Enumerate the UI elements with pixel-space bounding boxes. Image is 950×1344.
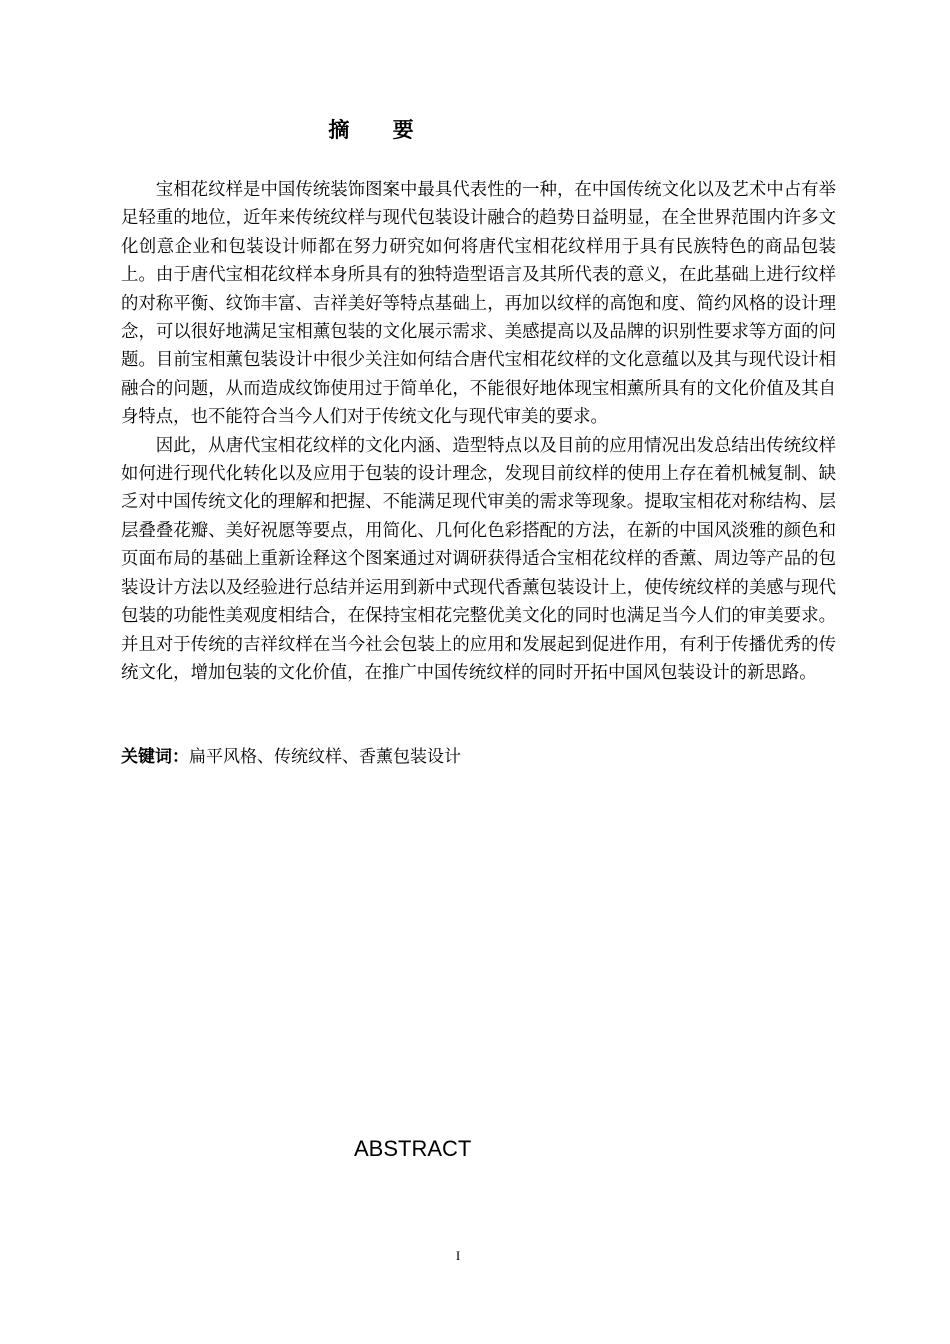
english-abstract-heading: ABSTRACT bbox=[354, 1136, 472, 1161]
abstract-paragraph-1: 宝相花纹样是中国传统装饰图案中最具代表性的一种，在中国传统文化以及艺术中占有举足轻重的地位，近年来传统纹样与现代包装设计融合的趋势日益明显，在全世界范围内许多文化创意企业和包装设计师都在努力研究如何将唐代宝相花纹样用于具有民族特色的商品包装上。由于唐代宝相花纹样本身所具有的独特造型语言及其所代表的意义，在此基础上进行纹样的对称平衡、纹饰丰富、吉祥美好等特点基础上，再加以纹样的高饱和度、简约风格的设计理念，可以很好地满足宝相薰包装的文化展示需求、美感提高以及品牌的识别性要求等方面的问题。目前宝相薰包装设计中很少关注如何结合唐代宝相花纹样的文化意蕴以及其与现代设计相融合的问题，从而造成纹饰使用过于简单化，不能很好地体现宝相薰所具有的文化价值及其自身特点，也不能符合当今人们对于传统文化与现代审美的要求。 bbox=[121, 180, 836, 428]
page-title: 摘 要 bbox=[328, 118, 432, 142]
abstract-paragraph-2: 因此，从唐代宝相花纹样的文化内涵、造型特点以及目前的应用情况出发总结出传统纹样如何进行现代化转化以及应用于包装的设计理念，发现目前纹样的使用上存在着机械复制、缺乏对中国传统文化的理解和把握、不能满足现代审美的需求等现象。提取宝相花对称结构、层层叠叠花瓣、美好祝愿等要点，用简化、几何化色彩搭配的方法，在新的中国风淡雅的颜色和页面布局的基础上重新诠释这个图案通过对调研获得适合宝相花纹样的香薰、周边等产品的包装设计方法以及经验进行总结并运用到新中式现代香薰包装设计上，使传统纹样的美感与现代包装的功能性美观度相结合，在保持宝相花完整优美文化的同时也满足当今人们的审美要求。并且对于传统的吉祥纹样在当今社会包装上的应用和发展起到促进作用，有利于传播优秀的传统文化，增加包装的文化价值，在推广中国传统纹样的同时开拓中国风包装设计的新思路。 bbox=[121, 435, 836, 683]
page-number: I bbox=[455, 1248, 461, 1263]
abstract-body bbox=[121, 176, 836, 687]
keywords-label: 关键词： bbox=[121, 747, 189, 767]
keywords-line bbox=[121, 743, 461, 771]
keywords-text: 扁平风格、传统纹样、香薰包装设计 bbox=[189, 747, 461, 767]
